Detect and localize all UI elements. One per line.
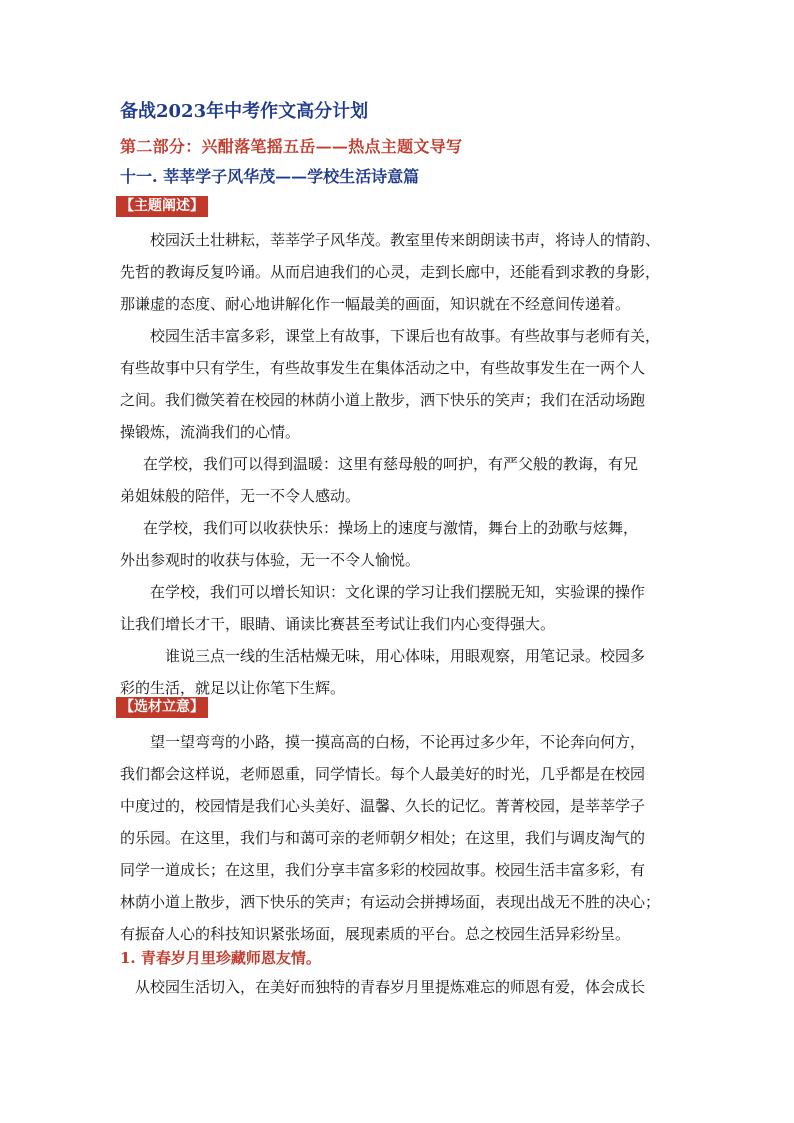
subheading: 1. 青春岁月里珍藏师恩友情。 [120,949,321,967]
text-line: 校园生活丰富多彩，课堂上有故事，下课后也有故事。有些故事与老师有关， [150,327,661,345]
text-line: 操锻炼，流淌我们的心情。 [120,423,301,441]
text-line: 有些故事中只有学生，有些故事发生在集体活动之中，有些故事发生在一两个人 [120,359,646,377]
document-title: 备战2023年中考作文高分计划 [120,101,369,122]
text-line: 从校园生活切入，在美好而独特的青春岁月里提炼难忘的师恩有爱，体会成长 [135,978,646,996]
text-line: 在学校，我们可以收获快乐：操场上的速度与激情，舞台上的劲歌与炫舞， [143,519,639,537]
text-line: 在学校，我们可以增长知识：文化课的学习让我们摆脱无知，实验课的操作 [150,583,646,601]
text-line: 彩的生活，就足以让你笔下生辉。 [120,679,346,697]
text-line: 望一望弯弯的小路，摸一摸高高的白杨，不论再过多少年，不论奔向何方， [150,733,646,751]
text-line: 校园沃土壮耕耘，莘莘学子风华茂。教室里传来朗朗读书声，将诗人的情韵、 [150,231,661,249]
text-line: 那谦虚的态度、耐心地讲解化作一幅最美的画面，知识就在不经意间传递着。 [120,295,631,313]
material-tag: 【选材立意】 [116,697,208,718]
text-line: 先哲的教诲反复吟诵。从而启迪我们的心灵，走到长廊中，还能看到求教的身影， [120,263,661,281]
text-line: 外出参观时的收获与体验，无一不令人愉悦。 [120,551,421,569]
section-heading: 十一. 莘莘学子风华茂——学校生活诗意篇 [120,167,420,186]
text-line: 弟姐妹般的陪伴，无一不令人感动。 [120,487,361,505]
text-line: 有振奋人心的科技知识紧张场面，展现素质的平台。总之校园生活异彩纷呈。 [120,925,631,943]
text-line: 谁说三点一线的生活枯燥无味，用心体味，用眼观察，用笔记录。校园多 [165,647,646,665]
text-line: 同学一道成长；在这里，我们分享丰富多彩的校园故事。校园生活丰富多彩，有 [120,861,646,879]
text-line: 在学校，我们可以得到温暖：这里有慈母般的呵护，有严父般的教诲，有兄 [143,455,639,473]
part-heading: 第二部分：兴酣落笔摇五岳——热点主题文导写 [120,137,463,156]
text-line: 中度过的，校园情是我们心头美好、温馨、久长的记忆。菁菁校园，是莘莘学子 [120,797,646,815]
text-line: 林荫小道上散步，洒下快乐的笑声；有运动会拼搏场面，表现出战无不胜的决心； [120,893,661,911]
text-line: 之间。我们微笑着在校园的林荫小道上散步，洒下快乐的笑声；我们在活动场跑 [120,391,646,409]
theme-tag: 【主题阐述】 [116,196,208,217]
text-line: 让我们增长才干，眼睛、诵读比赛甚至考试让我们内心变得强大。 [120,615,556,633]
text-line: 我们都会这样说，老师恩重，同学情长。每个人最美好的时光，几乎都是在校园 [120,765,646,783]
text-line: 的乐园。在这里，我们与和蔼可亲的老师朝夕相处；在这里，我们与调皮淘气的 [120,829,646,847]
